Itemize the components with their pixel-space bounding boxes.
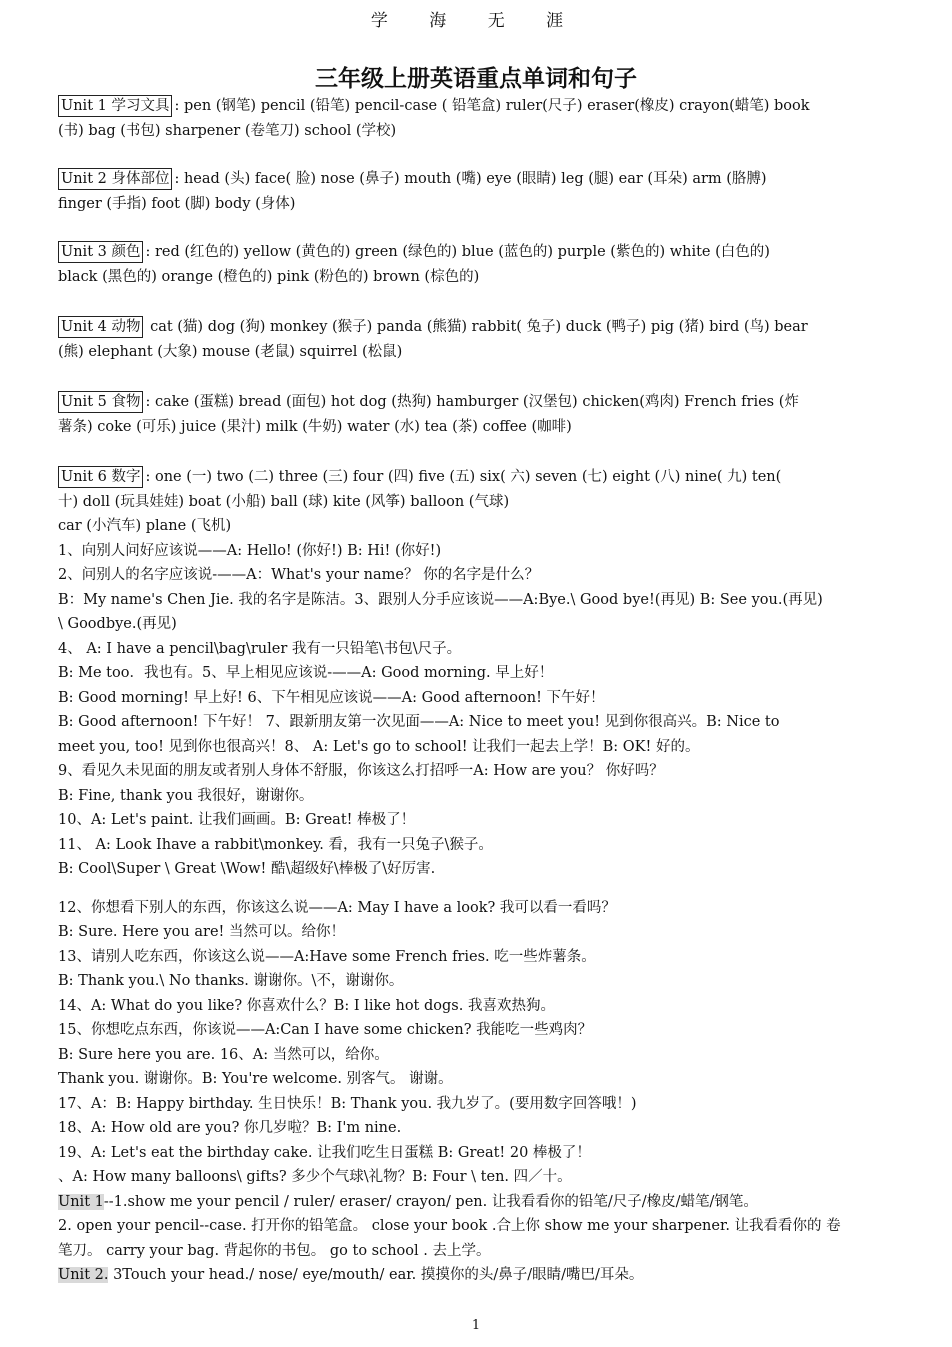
- sentence-line: 13、请别人吃东西，你该这么说——A:Have some French fries. 吃一些炸薯条。: [58, 948, 596, 965]
- page-title: 三年级上册英语重点单词和句子: [315, 66, 637, 92]
- phrase-unit-tag: Unit 1: [58, 1193, 104, 1210]
- sentence-line: 14、A: What do you like? 你喜欢什么？B: I like hot dogs. 我喜欢热狗。: [58, 997, 555, 1014]
- sentence-line: 4、 A: I have a pencil\bag\ruler 我有一只铅笔\书包\尺子。: [58, 640, 462, 657]
- sentence-line: 15、你想吃点东西，你该说——A:Can I have some chicken? 我能吃一些鸡肉？: [58, 1022, 593, 1038]
- unit-6-line-1: [58, 465, 896, 490]
- unit-2-label: Unit 2 身体部位: [58, 168, 172, 190]
- phrase-text: 2. open your pencil--case. 打开你的铅笔盒。 close your book .合上你 show me your sharpener. 让我看看你的 卷: [58, 1218, 841, 1234]
- sentence-line: B: Fine, thank you 我很好，谢谢你。: [58, 787, 314, 804]
- sentence-line: meet you, too! 见到你也很高兴！8、 A: Let's go to school! 让我们一起去上学！B: OK! 好的。: [58, 738, 700, 755]
- phrase-unit-tag: Unit 2.: [58, 1267, 109, 1283]
- sentence-line: Thank you. 谢谢你。B: You're welcome. 别客气。 谢谢。: [58, 1071, 453, 1087]
- unit-6-label: Unit 6 数字: [58, 466, 143, 488]
- sentence-line: B：My name's Chen Jie. 我的名字是陈洁。3、跟别人分手应该说——A:Bye.\ Good bye!(再见) B: See you.(再见): [58, 591, 823, 608]
- page-header: 学 海 无 涯: [370, 11, 582, 31]
- unit-5-line-2: 薯条) coke (可乐) juice (果汁) milk (牛奶) water (水) tea (茶) coffee (咖啡): [58, 418, 572, 435]
- unit-5-vocab: : cake (蛋糕) bread (面包) hot dog (热狗) hamburger (汉堡包) chicken(鸡肉) French fries (炸: [145, 394, 799, 410]
- sentence-line: 12、你想看下别人的东西，你该这么说——A: May I have a look? 我可以看一看吗？: [58, 899, 616, 916]
- sentence-line: B: Good morning! 早上好! 6、下午相见应该说——A: Good afternoon! 下午好！: [58, 689, 605, 706]
- sentence-line: 、A: How many balloons\ gifts? 多少个气球\礼物？B: Four \ ten. 四／十。: [58, 1169, 572, 1185]
- phrase-line: [58, 1214, 896, 1239]
- sentence-line: B: Sure. Here you are! 当然可以。给你！: [58, 924, 345, 940]
- unit-phrases: [58, 1190, 896, 1288]
- unit-2-line-1: [58, 167, 896, 192]
- phrase-text: 3Touch your head./ nose/ eye/mouth/ ear. 摸摸你的头/鼻子/眼睛/嘴巴/耳朵。: [108, 1267, 644, 1283]
- unit-6-vocab: : one (一) two (二) three (三) four (四) five (五) six( 六) seven (七) eight (八) nine( 九) ten(: [145, 469, 782, 485]
- sentence-line: B: Sure here you are. 16、A: 当然可以，给你。: [58, 1046, 389, 1063]
- sentence-line: 17、A：B: Happy birthday. 生日快乐！B: Thank you. 我九岁了。(要用数字回答哦！): [58, 1095, 637, 1112]
- sentence-line: B: Good afternoon! 下午好！ 7、跟新朋友第一次见面——A: Nice to meet you! 见到你很高兴。B: Nice to: [58, 714, 780, 730]
- sentence-line: 10、A: Let's paint. 让我们画画。B: Great! 棒极了！: [58, 812, 416, 828]
- phrase-line: [58, 1239, 896, 1264]
- phrase-line: [58, 1190, 896, 1215]
- sentence-line: B: Thank you.\ No thanks. 谢谢你。\不，谢谢你。: [58, 973, 404, 989]
- sentence-line: 11、 A: Look Ihave a rabbit\monkey. 看，我有一只兔子\猴子。: [58, 836, 493, 853]
- unit-1-label: Unit 1 学习文具: [58, 95, 172, 117]
- unit-4-line-1: [58, 315, 896, 340]
- unit-6-line-3: car (小汽车) plane (飞机): [58, 518, 232, 534]
- unit-3-vocab: : red (红色的) yellow (黄色的) green (绿色的) blue (蓝色的) purple (紫色的) white (白色的): [145, 244, 770, 260]
- sentence-list: [58, 539, 896, 1190]
- document-body: [58, 94, 896, 1288]
- phrase-text: 笔刀。 carry your bag. 背起你的书包。 go to school . 去上学。: [58, 1242, 491, 1259]
- unit-4-vocab: cat (猫) dog (狗) monkey (猴子) panda (熊猫) rabbit( 兔子) duck (鸭子) pig (猪) bird (鸟) bear: [145, 319, 808, 335]
- unit-6-line-2: 十) doll (玩具娃娃) boat (小船) ball (球) kite (风筝) balloon (气球): [58, 493, 510, 510]
- phrase-line: [58, 1263, 896, 1288]
- unit-5-label: Unit 5 食物: [58, 391, 143, 413]
- unit-1-line-1: [58, 94, 896, 119]
- sentence-line: 18、A: How old are you? 你几岁啦？B: I'm nine.: [58, 1120, 402, 1136]
- sentence-line: B: Me too．我也有。5、早上相见应该说-——A: Good morning. 早上好！: [58, 665, 554, 681]
- unit-1-line-2: (书) bag (书包) sharpener (卷笔刀) school (学校): [58, 122, 397, 139]
- sentence-line: \ Goodbye.(再见): [58, 616, 177, 632]
- sentence-line: 2、问别人的名字应该说-——A：What's your name？ 你的名字是什么？: [58, 567, 540, 583]
- unit-2-line-2: finger (手指) foot (脚) body (身体): [58, 195, 296, 212]
- unit-2-vocab: : head (头) face( 脸) nose (鼻子) mouth (嘴) eye (眼睛) leg (腿) ear (耳朵) arm (胳膊): [174, 171, 767, 187]
- phrase-text: --1.show me your pencil / ruler/ eraser/ crayon/ pen. 让我看看你的铅笔/尺子/橡皮/蜡笔/钢笔。: [103, 1193, 758, 1210]
- sentence-line: 9、看见久未见面的朋友或者别人身体不舒服，你该这么打招呼一A: How are you？ 你好吗？: [58, 763, 664, 779]
- unit-3-label: Unit 3 颜色: [58, 241, 143, 263]
- sentence-line: 1、向别人问好应该说——A: Hello! (你好!) B: Hi! (你好!): [58, 542, 442, 559]
- unit-4-label: Unit 4 动物: [58, 316, 143, 338]
- sentence-line: 19、A: Let's eat the birthday cake. 让我们吃生日蛋糕 B: Great! 20 棒极了！: [58, 1144, 591, 1161]
- sentence-line: B: Cool\Super \ Great \Wow! 酷\超级好\棒极了\好厉害.: [58, 861, 436, 877]
- unit-5-line-1: [58, 390, 896, 415]
- page-number: 1: [471, 1318, 481, 1333]
- unit-3-line-2: black (黑色的) orange (橙色的) pink (粉色的) brown (棕色的): [58, 268, 480, 285]
- unit-1-vocab: : pen (钢笔) pencil (铅笔) pencil-case ( 铅笔盒) ruler(尺子) eraser(橡皮) crayon(蜡笔) book: [174, 98, 810, 114]
- unit-4-line-2: (熊) elephant (大象) mouse (老鼠) squirrel (松鼠): [58, 343, 403, 360]
- unit-3-line-1: [58, 240, 896, 265]
